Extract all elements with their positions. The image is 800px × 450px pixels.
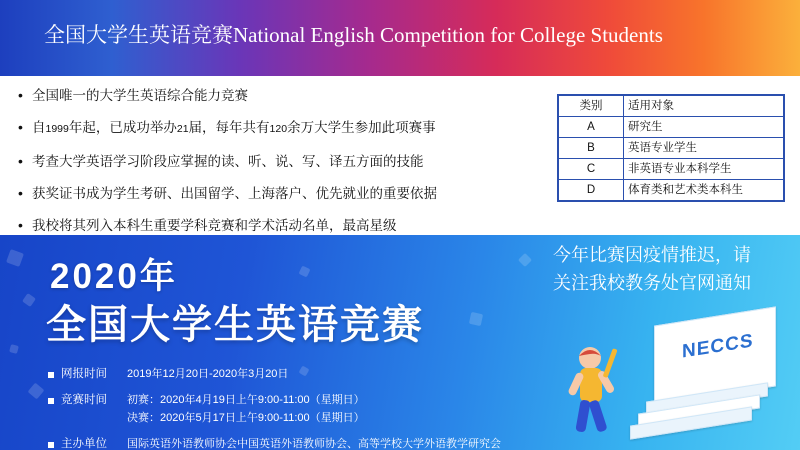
table-row: [559, 180, 784, 201]
table-row: [559, 159, 784, 180]
bullet-dot-icon: •: [18, 217, 23, 233]
list-item-text: 我校将其列入本科生重要学科竞赛和学术活动名单，最高星级: [32, 218, 397, 233]
page-title: 全国大学生英语竞赛National English Competition for College Students: [44, 23, 663, 47]
notice-line-1: 今年比赛因疫情推迟，请: [553, 245, 751, 265]
table-cell-target: 非英语专业本科学生: [624, 159, 784, 180]
list-item: [18, 152, 538, 171]
runner-illustration: [560, 342, 630, 446]
info-value-line: 决赛：2020年5月17日上午9:00-11:00（星期日）: [127, 412, 365, 424]
notice-line-2: 关注我校教务处官网通知: [553, 273, 751, 293]
text-number: 120: [269, 123, 288, 135]
list-item-text: [32, 118, 538, 139]
table-cell-target: 体育类和艺术类本科生: [624, 180, 784, 201]
info-label: 网报时间: [61, 368, 107, 380]
table-cell-target: 英语专业学生: [624, 138, 784, 159]
table-header-cell: 适用对象: [624, 96, 784, 117]
text-post: 年起，已成功举办: [68, 120, 177, 135]
confetti-icon: [299, 266, 311, 278]
text-post: 届，每年共有: [188, 120, 270, 135]
table-cell-category: C: [559, 159, 624, 180]
square-bullet-icon: [48, 398, 54, 404]
square-bullet-icon: [48, 442, 54, 448]
list-item-text: 全国唯一的大学生英语综合能力竞赛: [32, 88, 248, 103]
confetti-icon: [28, 383, 45, 400]
table-cell-category: D: [559, 180, 624, 201]
square-bullet-icon: [48, 372, 54, 378]
confetti-icon: [22, 293, 36, 307]
text-post: 余万大学生参加此项赛事: [287, 120, 436, 135]
info-label: 主办单位: [61, 438, 107, 450]
list-item: [18, 86, 538, 105]
list-item-text: 获奖证书成为学生考研、出国留学、上海落户、优先就业的重要依据: [32, 186, 437, 201]
notice-text: [518, 241, 786, 297]
text-number: 1999: [45, 123, 69, 135]
confetti-icon: [9, 344, 19, 354]
confetti-icon: [6, 249, 24, 267]
bottom-banner: [0, 235, 800, 450]
list-item-text: 考查大学英语学习阶段应掌握的读、听、说、写、译五方面的技能: [32, 154, 424, 169]
list-item: [18, 118, 538, 139]
table-cell-category: B: [559, 138, 624, 159]
books-label: NECCS: [682, 330, 754, 363]
table-header-row: [559, 96, 784, 117]
info-value-line: 国际英语外语教师协会中国英语外语教师协会、高等学校大学外语教学研究会: [127, 438, 501, 450]
table-row: [559, 117, 784, 138]
bullet-dot-icon: •: [18, 153, 23, 169]
table-row: [559, 138, 784, 159]
info-value-line: 2019年12月20日-2020年3月20日: [127, 368, 289, 380]
table-cell-category: A: [559, 117, 624, 138]
bullet-dot-icon: •: [18, 87, 23, 103]
banner-title: 全国大学生英语竞赛: [46, 303, 424, 347]
confetti-icon: [469, 312, 483, 326]
bullet-dot-icon: •: [18, 119, 23, 135]
list-item: [18, 216, 538, 235]
info-value-line: 初赛：2020年4月19日上午9:00-11:00（星期日）: [127, 394, 365, 406]
table-header-cell: 类别: [559, 96, 624, 117]
text-number: 21: [176, 123, 189, 135]
bullet-dot-icon: •: [18, 185, 23, 201]
text-pre: 自: [32, 120, 46, 135]
list-item: [18, 184, 538, 203]
category-table: [557, 94, 785, 202]
banner-year: 2020年: [50, 257, 178, 296]
bullet-list: [18, 86, 538, 248]
info-label: 竞赛时间: [61, 394, 107, 406]
table-cell-target: 研究生: [624, 117, 784, 138]
